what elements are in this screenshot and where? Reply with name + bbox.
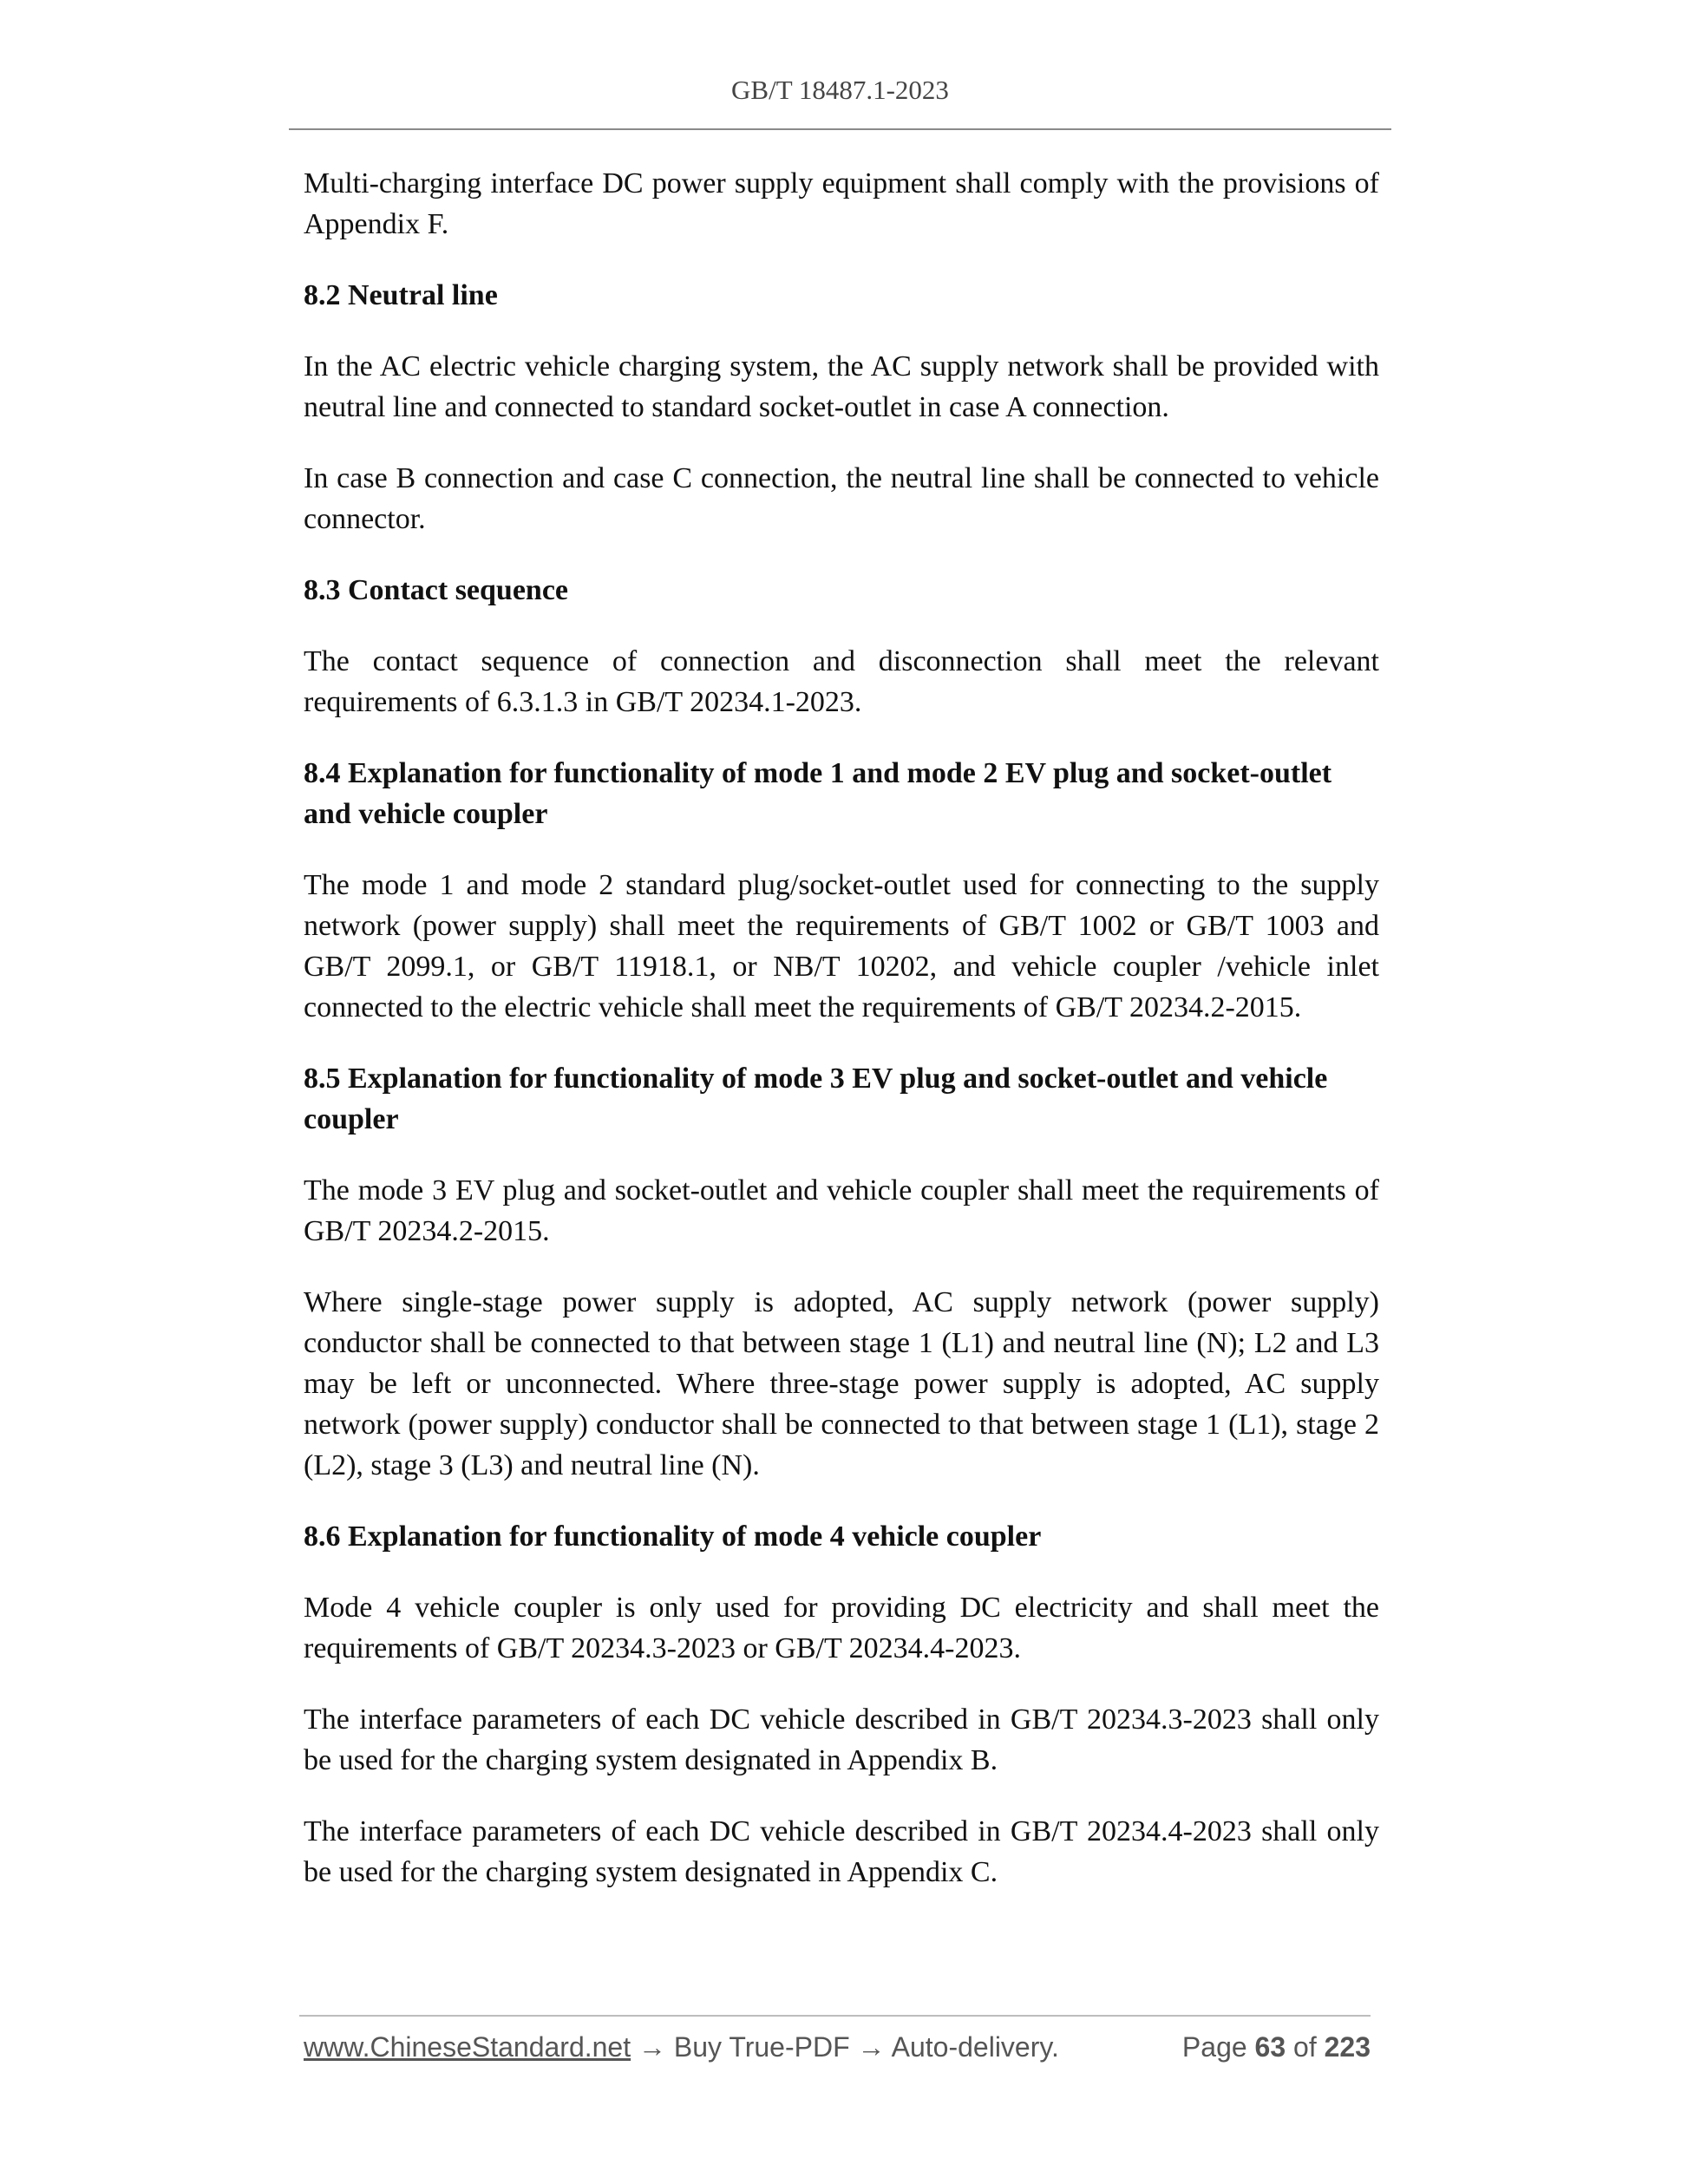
section-8-6-paragraph-1: Mode 4 vehicle coupler is only used for providing DC electricity and shall meet the requirements of GB/T 20234.3-2023 or GB/T 20234.4-2023. [304, 1592, 1379, 1664]
page-current: 63 [1254, 2031, 1286, 2063]
section-8-2-heading: 8.2 Neutral line [304, 279, 498, 311]
section-8-4-paragraph-1: The mode 1 and mode 2 standard plug/socket-outlet used for connecting to the supply network (power supply) shall meet the requirements of GB/T 1002 or GB/T 1003 and GB/T 2099.1, or GB/T 11918.1, or NB/T 10202, and vehicle coupler /vehicle inlet connected to the electric vehicle shall meet the requirements of GB/T 20234.2-2015. [304, 869, 1379, 1023]
section-8-5-heading: 8.5 Explanation for functionality of mode 3 EV plug and socket-outlet and vehicle coupler [304, 1063, 1328, 1135]
section-8-4-heading: 8.4 Explanation for functionality of mode 1 and mode 2 EV plug and socket-outlet and vehicle coupler [304, 757, 1332, 830]
page-footer [304, 2031, 1371, 2063]
page-label: Page [1181, 2031, 1247, 2063]
section-8-6-heading: 8.6 Explanation for functionality of mode 4 vehicle coupler [304, 1520, 1042, 1553]
page-number [1182, 2031, 1371, 2063]
section-8-2-paragraph-2: In case B connection and case C connection, the neutral line shall be connected to vehicle connector. [304, 462, 1379, 535]
section-8-3-heading: 8.3 Contact sequence [304, 574, 569, 606]
header-divider [289, 128, 1391, 130]
page-header: GB/T 18487.1-2023 [731, 75, 949, 105]
website-link[interactable]: www.ChineseStandard.net [304, 2031, 631, 2063]
section-8-6-paragraph-2: The interface parameters of each DC vehicle described in GB/T 20234.3-2023 shall only be used for the charging system designated in Appendix B. [304, 1703, 1379, 1776]
section-8-6-paragraph-3: The interface parameters of each DC vehicle described in GB/T 20234.4-2023 shall only be used for the charging system designated in Appendix C. [304, 1815, 1379, 1888]
section-8-5-paragraph-2: Where single-stage power supply is adopted, AC supply network (power supply) conductor shall be connected to that between stage 1 (L1) and neutral line (N); L2 and L3 may be left or unconnected. Where three-stage power supply is adopted, AC supply network (power supply) conductor shall be connected to that between stage 1 (L1), stage 2 (L2), stage 3 (L3) and neutral line (N). [304, 1286, 1379, 1481]
footer-promo [304, 2031, 1059, 2063]
section-8-2-paragraph-1: In the AC electric vehicle charging system, the AC supply network shall be provided with neutral line and connected to standard socket-outlet in case A connection. [304, 350, 1379, 423]
section-8-5-paragraph-1: The mode 3 EV plug and socket-outlet and vehicle coupler shall meet the requirements of GB/T 20234.2-2015. [304, 1174, 1379, 1247]
section-8-3-paragraph-1: The contact sequence of connection and disconnection shall meet the relevant requirements of 6.3.1.3 in GB/T 20234.1-2023. [304, 645, 1379, 718]
of-label: of [1293, 2031, 1317, 2063]
document-body [304, 163, 1379, 1923]
intro-paragraph: Multi-charging interface DC power supply equipment shall comply with the provisions of Appendix F. [304, 167, 1379, 240]
footer-promo-text: → Buy True-PDF → Auto-delivery. [631, 2031, 1059, 2063]
footer-divider [299, 2015, 1371, 2017]
page-total: 223 [1324, 2031, 1371, 2063]
